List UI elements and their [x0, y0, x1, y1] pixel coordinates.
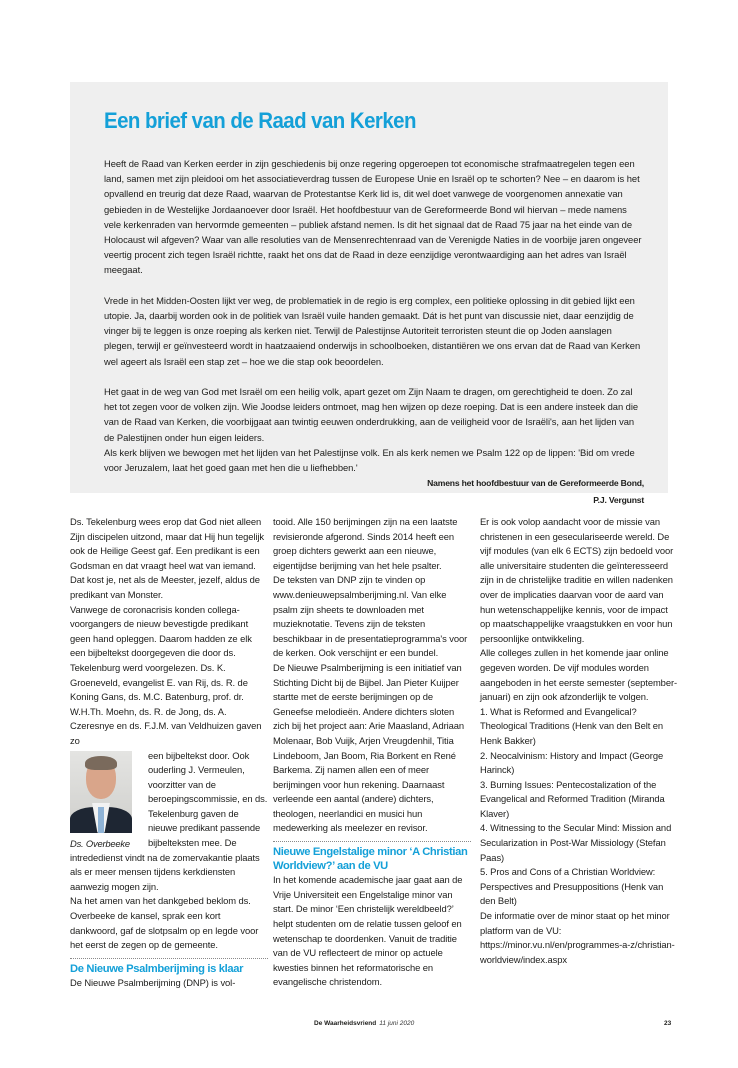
letter-paragraph: Als kerk blijven we bewogen met het lijden van het Palestijnse volk. En als kerk nemen we Psalm 122 op de lippen: 'Bid om vrede voor Jeruzalem, laat het goed gaan met hen die u liefhebben.' — [104, 446, 635, 474]
article-paragraph: een bijbeltekst door. Ook ouderling J. Vermeulen, voorzitter van de beroepingscommissie, en ds. Tekelenburg gaven de nieuwe predikant passende bijbelteksten mee. De intrededienst vindt na de zomervakantie plaats als er meer mensen tijdens kerkdiensten aanwezig mogen zijn. — [70, 749, 268, 892]
signature-organization: Namens het hoofdbestuur van de Gereformeerde Bond, — [427, 478, 644, 489]
letter-paragraph: Vrede in het Midden-Oosten lijkt ver weg, de problematiek in de regio is erg complex, een politieke oplossing in dit gebied lijkt een utopie. Ja, daarbij worden ook in de politiek van Israël vuile handen gemaakt. Dát is het punt van discussie niet, daar eenzijdig de vinger bij te leggen is onze roeping als kerken niet. Terwijl de Palestijnse Autoriteit terroristen steunt die op Joden aanslagen plegen, terwijl er geïnvesteerd wordt in haatzaaiend onderwijs in schoolboeken, distantiëren we ons ervan dat de Raad van Kerken wel ageert als Israël een stap zet – hoe we die stap ook beoordelen. — [104, 294, 641, 367]
section-divider — [273, 841, 471, 842]
portrait-figure — [70, 751, 142, 851]
page-number: 23 — [664, 1020, 672, 1027]
letter-title: Een brief van de Raad van Kerken — [104, 108, 416, 133]
page-footer — [314, 1020, 414, 1027]
publication-date: 11 juni 2020 — [379, 1020, 415, 1027]
letter-paragraph: Het gaat in de weg van God met Israël om een heilig volk, apart gezet om Zijn Naam te dragen, om gerechtigheid te doen. Zo zal het tot zegen voor de volken zijn. Wie Joodse leiders ontmoet, mag hen wijzen op deze roeping. Dat is een andere insteek dan die van de Raad van Kerken, die voorbijgaat aan twintig eeuwen onderdrukking, aan de veiligheid voor de Israëli's, aan het lijden van de Palestijnen onder hun eigen leiders. — [104, 386, 639, 443]
article-paragraph: Ds. Tekelenburg wees erop dat God niet alleen Zijn discipelen uitzond, maar dat Hij hun tegelijk ook de Heilige Geest gaf. Een predikant is een Godsman en dat vraagt heel wat van iemand. Dat kost je, net als de Meester, jezelf, aldus de predikant van Monster. — [70, 516, 265, 600]
module-item: 2. Neocalvinism: History and Impact (George Harinck) — [480, 749, 664, 776]
article-paragraph: Na het amen van het dankgebed beklom ds. Overbeeke de kansel, sprak een kort dankwoord, gaf de slotpsalm op en legde voor het eerst de zegen op de gemeente. — [70, 895, 259, 951]
section-divider — [70, 958, 268, 959]
column-3 — [480, 515, 678, 967]
letter-box — [70, 82, 668, 506]
publication-name: De Waarheidsvriend — [314, 1020, 377, 1027]
module-item: 3. Burning Issues: Pentecostalization of the Evangelical and Reformed Tradition (Miranda Klaver) — [480, 778, 665, 819]
section-heading: De Nieuwe Psalmberijming is klaar — [70, 962, 244, 975]
article-paragraph: In het komende academische jaar gaat aan de Vrije Universiteit een Engelstalige minor van start. De minor ‘Een christelijk wereldbeeld?’ helpt studenten om de relatie tussen geloof en wetenschap te doordenken. Vanuit de traditie van de VU reflecteert de minor op actuele kwesties binnen het reformatorische en evangelische christendom. — [273, 874, 463, 988]
article-paragraph: Er is ook volop aandacht voor de missie van christenen in een geseculariseerde wereld. De vijf modules (van elk 6 ECTS) zijn bedoeld voor alle universitaire studenten die geïnteresseerd zijn in de christelijke traditie en willen nadenken over de implicaties daarvan voor de aard van hun wetenschappelijke kennis, voor de impact op maatschappelijke vraagstukken en voor hun persoonlijke ontwikkeling. — [480, 516, 674, 644]
signature-name: P.J. Vergunst — [593, 495, 644, 506]
section-heading: Nieuwe Engelstalige minor ‘A Christian Worldview?’ aan de VU — [273, 846, 468, 872]
article-paragraph: De Nieuwe Psalmberijming is een initiatief van Stichting Dicht bij de Bijbel. Jan Pieter Kuijper startte met de eerste berijmingen op de Geneefse melodieën. Andere dichters sloten zich bij het project aan: Arie Maasland, Adriaan Molenaar, Bob Vuijk, Arjen Vreugdenhil, Titia Lindeboom, Jan Boom, Ria Borkent en René Barkema. Zij namen allen een of meer berijmingen voor hun rekening. Daarnaast verleende een aantal (andere) dichters, theologen, neerlandici en musici hun medewerking als meelezer en revisor. — [273, 661, 465, 834]
module-item: 5. Pros and Cons of a Christian Worldview: Perspectives and Presuppositions (Henk van den Belt) — [480, 866, 664, 907]
module-item: 4. Witnessing to the Secular Mind: Mission and Secularization in Post-War Missiology (Stefan Paas) — [480, 822, 672, 863]
module-item: 1. What is Reformed and Evangelical? Theological Traditions (Henk van den Belt en Henk Bakker) — [480, 705, 664, 746]
article-paragraph: Alle colleges zullen in het komende jaar online gegeven worden. De vijf modules worden aangeboden in het eerste semester (september-januari) en zijn ook afzonderlijk te volgen. — [480, 647, 678, 703]
article-paragraph: Vanwege de coronacrisis konden collega-voorgangers de nieuw bevestigde predikant geen hand opleggen. Daarom hadden ze elk een bijbeltekst doorgegeven die door ds. Tekelenburg werd voorgelezen. Ds. K. Groeneveld, evangelist E. van Rij, ds. R. de Koning Gans, ds. M.C. Batenburg, prof. dr. W.H.Th. Moehn, ds. R. de Jong, ds. A. Czeresnye en ds. F.J.M. van Veldhuizen gaven zo — [70, 603, 262, 746]
article-paragraph: tooid. Alle 150 berijmingen zijn na een laatste revisieronde afgerond. Sinds 2014 heeft een groep dichters gewerkt aan een nieuwe, eigentijdse berijming van het hele psalter. — [273, 516, 458, 571]
article-paragraph: De informatie over de minor staat op het minor platform van de VU: https://minor.vu.nl/en/programmes-a-z/christian-worldview/index.aspx — [480, 910, 675, 965]
letter-paragraph: Heeft de Raad van Kerken eerder in zijn geschiedenis bij onze regering opgeroepen tot economische strafmaatregelen tegen een land, samen met zijn pleidooi om het associatieverdrag tussen de Europese Unie en Israël op te schorten? Nee – en daarom is het opvallend en treurig dat deze Raad, waarvan de Protestantse Kerk lid is, dit wel doet vanwege de voorgenomen annexatie van gebieden in de Westelijke Jordaanoever door Israël. Het hoofdbestuur van de Gereformeerde Bond wil hiervan – mede namens vele kerkenraden van hervormde gemeenten – publiek afstand nemen. Is dit het signaal dat de Raad 75 jaar na het einde van de Holocaust wil afgeven? Waar van alle resoluties van de Mensenrechtenraad van de Verenigde Naties in de voorbije jaren ongeveer veertig procent zich tegen Israël richtte, raakt het ons dat de Raad in deze eenzijdige verontwaardiging aan het adres van Israël meegaat. — [104, 158, 642, 276]
column-1 — [70, 515, 268, 991]
letter-body — [104, 156, 644, 509]
column-2 — [273, 515, 471, 990]
article-paragraph: De Nieuwe Psalmberijming (DNP) is vol- — [70, 977, 236, 989]
portrait-photo — [70, 751, 132, 833]
photo-caption: Ds. Overbeeke — [70, 837, 130, 849]
article-paragraph: De teksten van DNP zijn te vinden op www.denieuwepsalmberijming.nl. Van elke psalm zijn sheets te downloaden met muzieknotatie. Tevens zijn de teksten beschikbaar in de presentatieprogramma's voor de kerken. Ook verschijnt er een bundel. — [273, 574, 468, 659]
